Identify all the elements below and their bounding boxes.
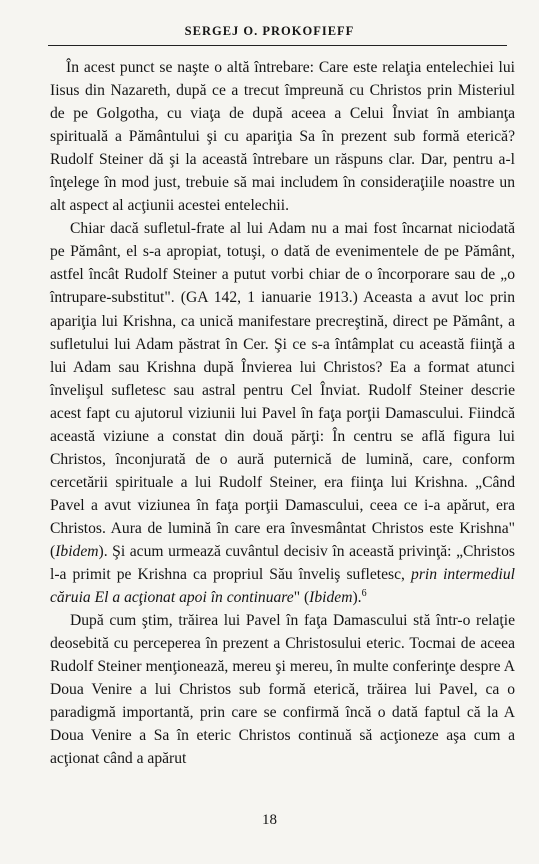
header-rule (48, 45, 507, 46)
ibidem-citation: Ibidem (55, 542, 99, 560)
footnote-marker[interactable]: 6 (361, 587, 367, 599)
italic-quote: prin intermediul căruia El a acţionat apoi în continuare (50, 566, 515, 607)
paragraph-2-text-c: " ( (293, 589, 310, 607)
paragraph-3: După cum ştim, trăirea lui Pavel în faţa Damascului stă într-o relaţie deosebită cu perceperea în prezent a Christosului eteric. Tocmai de aceea Rudolf Steiner menţionează, mereu şi mereu, în multe conferinţe despre A Doua Venire a lui Christos sub formă eterică, trăirea lui Pavel, ca o paradigmă importantă, prin care se confirmă încă o dată faptul că la A Doua Venire a Sa în eteric Christos continuă să acţioneze aşa cum a acţionat când a apărut (50, 612, 515, 768)
paragraph-2-text-b: ). Şi acum urmează cuvântul decisiv în această privinţă: „Christos l-a primit pe Krishna ca propriul Său înveliş sufletesc, (50, 542, 515, 584)
body-text (50, 56, 515, 770)
running-head: SERGEJ O. PROKOFIEFF (184, 24, 355, 38)
paragraph-2-text-a: Chiar dacă sufletul-frate al lui Adam nu a mai fost încarnat niciodată pe Pământ, el s-a apropiat, totuşi, o dată de evenimentele de pe Pământ, astfel încât Rudolf Steiner a putut vorbi chiar de o încorporare sau de „o întrupare-substitut". (GA 142, 1 ianuarie 1913.) Aceasta a avut loc prin apariţia lui Krishna, ca unică manifestare precreştină, direct pe Pământ, a sufletului lui Adam păstrat în Cer. Şi ce s-a întâmplat cu această fiinţă a lui Adam sau Krishna după Învierea lui Christos? Ea a format atunci învelişul sufletesc sau astral pentru Cel Înviat. Rudolf Steiner descrie acest fapt cu ajutorul viziunii lui Pavel în faţa porţii Damascului. Fiindcă această viziune a constat din două părţi: În centru se află figura lui Christos, înconjurată de o aură puternică de lumină, care, conform cercetării spirituale a lui Rudolf Steiner, era fiinţa lui Krishna. „Când Pavel a avut viziunea în faţa porţii Damascului, ceea ce i-a apărut, era Christos. Aura de lumină în care era învesmântat Christos este Krishna" ( (50, 220, 515, 560)
paragraph-2 (50, 217, 515, 609)
ibidem-citation: Ibidem (309, 589, 353, 607)
paragraph-2-text-d: ). (352, 589, 362, 607)
paragraph-1: În acest punct se naşte o altă întrebare: Care este relaţia entelechiei lui Iisus din Nazareth, după ce a trecut împreună cu Christos prin Misteriul de pe Golgotha, cu viaţa de după aceea a Celui Înviat în ambianţa spirituală a Pământului şi cu apariţia Sa în prezent sub formă eterică? Rudolf Steiner dă şi la această întrebare un răspuns clar. Dar, pentru a-l înţelege în mod just, trebuie să mai includem în consideraţiile noastre un alt aspect al acţiunii acestei entelechii. (50, 59, 515, 215)
page-number: 18 (262, 812, 277, 828)
